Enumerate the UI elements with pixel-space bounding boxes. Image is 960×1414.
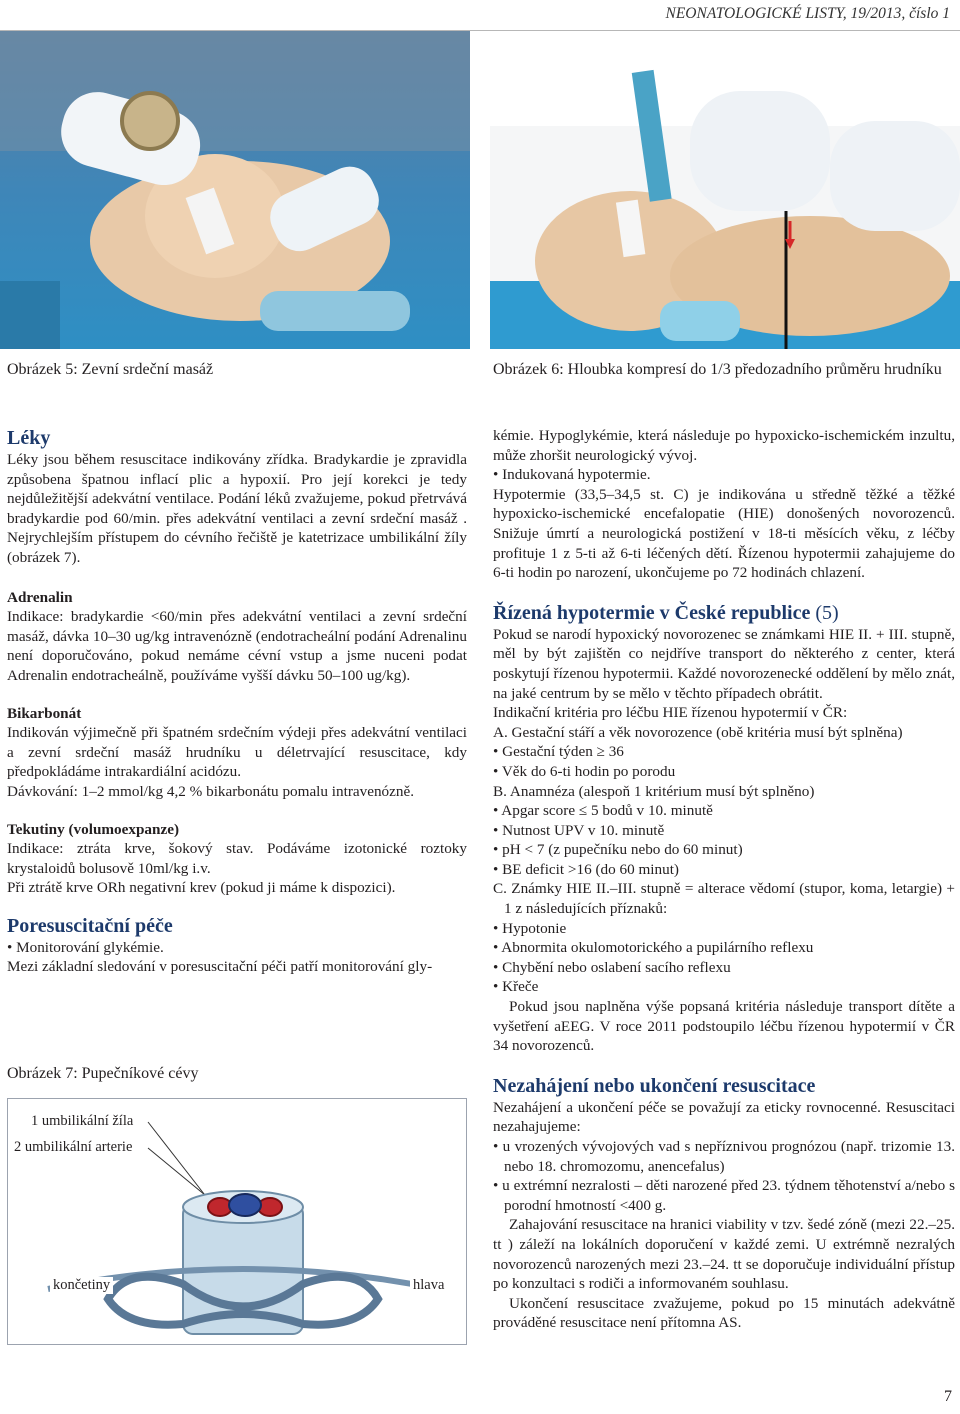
left-column [7, 426, 467, 977]
rizena-heading-text: Řízená hypotermie v České republice [493, 601, 811, 624]
adrenalin-text: Indikace: bradykardie <60/min přes adekvátní ventilaci a zevní srdeční masáž, dávka 10–30 ug/kg intravenózně (endotracheální podání Adrenalinu není doporučováno, pokud nemáme cévní vstup a jsme nuceni podat Adrenalin endotracheálně, používáme vyšší dávku 50–100 ug/kg). [7, 608, 467, 684]
porescus-text: Mezi základní sledování v poresuscitační péči patří monitorování gly- [7, 958, 433, 976]
ukonceni-text: Ukončení resuscitace zvažujeme, pokud po 15 minutách adekvátně prováděné resuscitace není přítomna AS. [493, 1294, 955, 1332]
figure6-caption: Obrázek 6: Hloubka kompresí do 1/3 předozadního průměru hrudníku [493, 361, 942, 378]
nezahajeni-bullet-2: • u extrémní nezralosti – děti narozené před 23. týdnem těhotenství a/nebo s porodní hmotností <400 g. [493, 1177, 955, 1214]
hypotermie-bullet: • Indukovaná hypotermie. [493, 466, 651, 484]
criteria-b: B. Anamnéza (alespoň 1 kritérium musí být splněno) [493, 782, 815, 800]
tekutiny-heading: Tekutiny (volumoexpanze) [7, 820, 180, 838]
criteria-a: A. Gestační stáří a věk novorozence (obě kritéria musí být splněna) [493, 723, 903, 741]
label-limbs: končetiny [50, 1277, 113, 1294]
nezahajeni-bullet-1: • u vrozených vývojových vad s nepříznivou prognózou (např. trizomie 13. nebo 18. chromozomu, anencefalus) [493, 1138, 955, 1175]
hypotermie-text: Hypotermie (33,5–34,5 st. C) je indikována u středně těžké a těžké hypoxicko-ischemické encefalopatie (HIE) donošených novorozenců. Snižuje úmrtí a neurologická postižení v 18-ti měsících věku, z léčby profituje 1 z 5-ti až 6-ti léčených dětí. Řízenou hypotermii zahajujeme do 6-ti hodin po narození, ukončujeme po 72 hodinách chlazení. [493, 485, 955, 582]
rizena-heading [493, 601, 955, 625]
criteria-c2: • Abnormita okulomotorického a pupilárního reflexu [493, 939, 814, 957]
figure5-caption: Obrázek 5: Zevní srdeční masáž [7, 361, 214, 378]
viability-text: Zahajování resuscitace na hranici viability v tzv. šedé zóně (mezi 22.–25. tt ) záleží na lokálních doporučení v každé zemi. U extrémně nezralých novorozenců narozených mezi 23.–24. tt se doporučuje individuální přístup po konzultaci s rodiči a informovaném souhlasu. [493, 1216, 955, 1293]
adrenalin-heading: Adrenalin [7, 588, 73, 606]
bikarbonat-dose: Dávkování: 1–2 mmol/kg 4,2 % bikarbonátu pomalu intravenózně. [7, 782, 415, 800]
figure6-photo [490, 31, 960, 349]
nezahajeni-text: Nezahájení a ukončení péče se považují za eticky rovnocenné. Resuscitaci nezahajujeme: [493, 1098, 955, 1136]
criteria-a2: • Věk do 6-ti hodin po porodu [493, 762, 676, 780]
glykemie-cont: kémie. Hypoglykémie, která následuje po hypoxicko-ischemickém inzultu, může zhoršit neurologický vývoj. [493, 427, 955, 464]
nezahajeni-heading: Nezahájení nebo ukončení resuscitace [493, 1074, 816, 1097]
tekutiny-text2: Při ztrátě krve ORh negativní krev (pokud ji máme k dispozici). [7, 879, 396, 897]
label-head: hlava [410, 1277, 447, 1294]
criteria-c3: • Chybění nebo oslabení sacího reflexu [493, 958, 731, 976]
figure7-caption: Obrázek 7: Pupečníkové cévy [7, 1065, 199, 1082]
criteria-intro: Indikační kritéria pro léčbu HIE řízenou hypotermií v ČR: [493, 704, 848, 722]
label-umbilical-vein: 1 umbilikální žíla [28, 1113, 136, 1130]
rizena-text: Pokud se narodí hypoxický novorozenec se známkami HIE II. + III. stupně, měl by být zajištěn co nejdříve transport do některého z center, která poskytují řízenou hypotermii. Každé novorozenecké oddělení by mělo znát, na jaké centrum by se mělo v těchto případech obrátit. [493, 625, 955, 702]
criteria-b4: • BE deficit >16 (do 60 minut) [493, 860, 679, 878]
criteria-b2: • Nutnost UPV v 10. minutě [493, 821, 665, 839]
criteria-c: C. Známky HIE II.–III. stupně = alterace vědomí (stupor, koma, letargie) + 1 z následujících příznaků: [493, 880, 955, 918]
criteria-a1: • Gestační týden ≥ 36 [493, 743, 624, 761]
figure5-photo [0, 31, 470, 349]
right-column [493, 426, 955, 1333]
transport-text: Pokud jsou naplněna výše popsaná kritéria následuje transport dítěte a vyšetření aEEG. V roce 2011 podstoupilo léčbu řízenou hypotermií v ČR 34 novorozenců. [493, 998, 955, 1055]
criteria-c4: • Křeče [493, 978, 539, 996]
label-umbilical-arteries: 2 umbilikální arterie [11, 1139, 135, 1156]
tekutiny-text: Indikace: ztráta krve, šokový stav. Podáváme izotonické roztoky krystaloidů bolusově 10ml/kg i.v. [7, 840, 467, 877]
porescus-bullet: • Monitorování glykémie. [7, 938, 164, 956]
rizena-ref: (5) [815, 601, 839, 624]
leky-text: Léky jsou během resuscitace indikovány zřídka. Bradykardie je zpravidla způsobena špatnou inflací plic a hypoxií. Pro její korekci je tedy nejdůležitější adekvátní ventilace. Podání léků zvažujeme, pokud přetrvává bradykardie pod 60/min. přes adekvátní ventilaci a zevní srdeční masáž . Nejrychlejším přístupem do cévního řečiště je katetrizace umbilikální žíly (obrázek 7). [7, 451, 467, 566]
running-header: NEONATOLOGICKÉ LISTY, 19/2013, číslo 1 [665, 5, 950, 22]
porescus-heading: Poresuscitační péče [7, 914, 173, 937]
criteria-b3: • pH < 7 (z pupečníku nebo do 60 minut) [493, 841, 743, 859]
page-number: 7 [944, 1388, 952, 1405]
criteria-b1: • Apgar score ≤ 5 bodů v 10. minutě [493, 802, 713, 820]
bikarbonat-text: Indikován výjimečně při špatném srdečním výdeji přes adekvátní ventilaci a zevní srdeční masáž hrudníku u déletrvající resuscitace, kdy předpokládáme intrakardiální acidózu. [7, 724, 467, 781]
figure7-diagram [7, 1098, 467, 1345]
criteria-c1: • Hypotonie [493, 919, 567, 937]
bikarbonat-heading: Bikarbonát [7, 704, 82, 722]
leky-heading: Léky [7, 427, 51, 449]
